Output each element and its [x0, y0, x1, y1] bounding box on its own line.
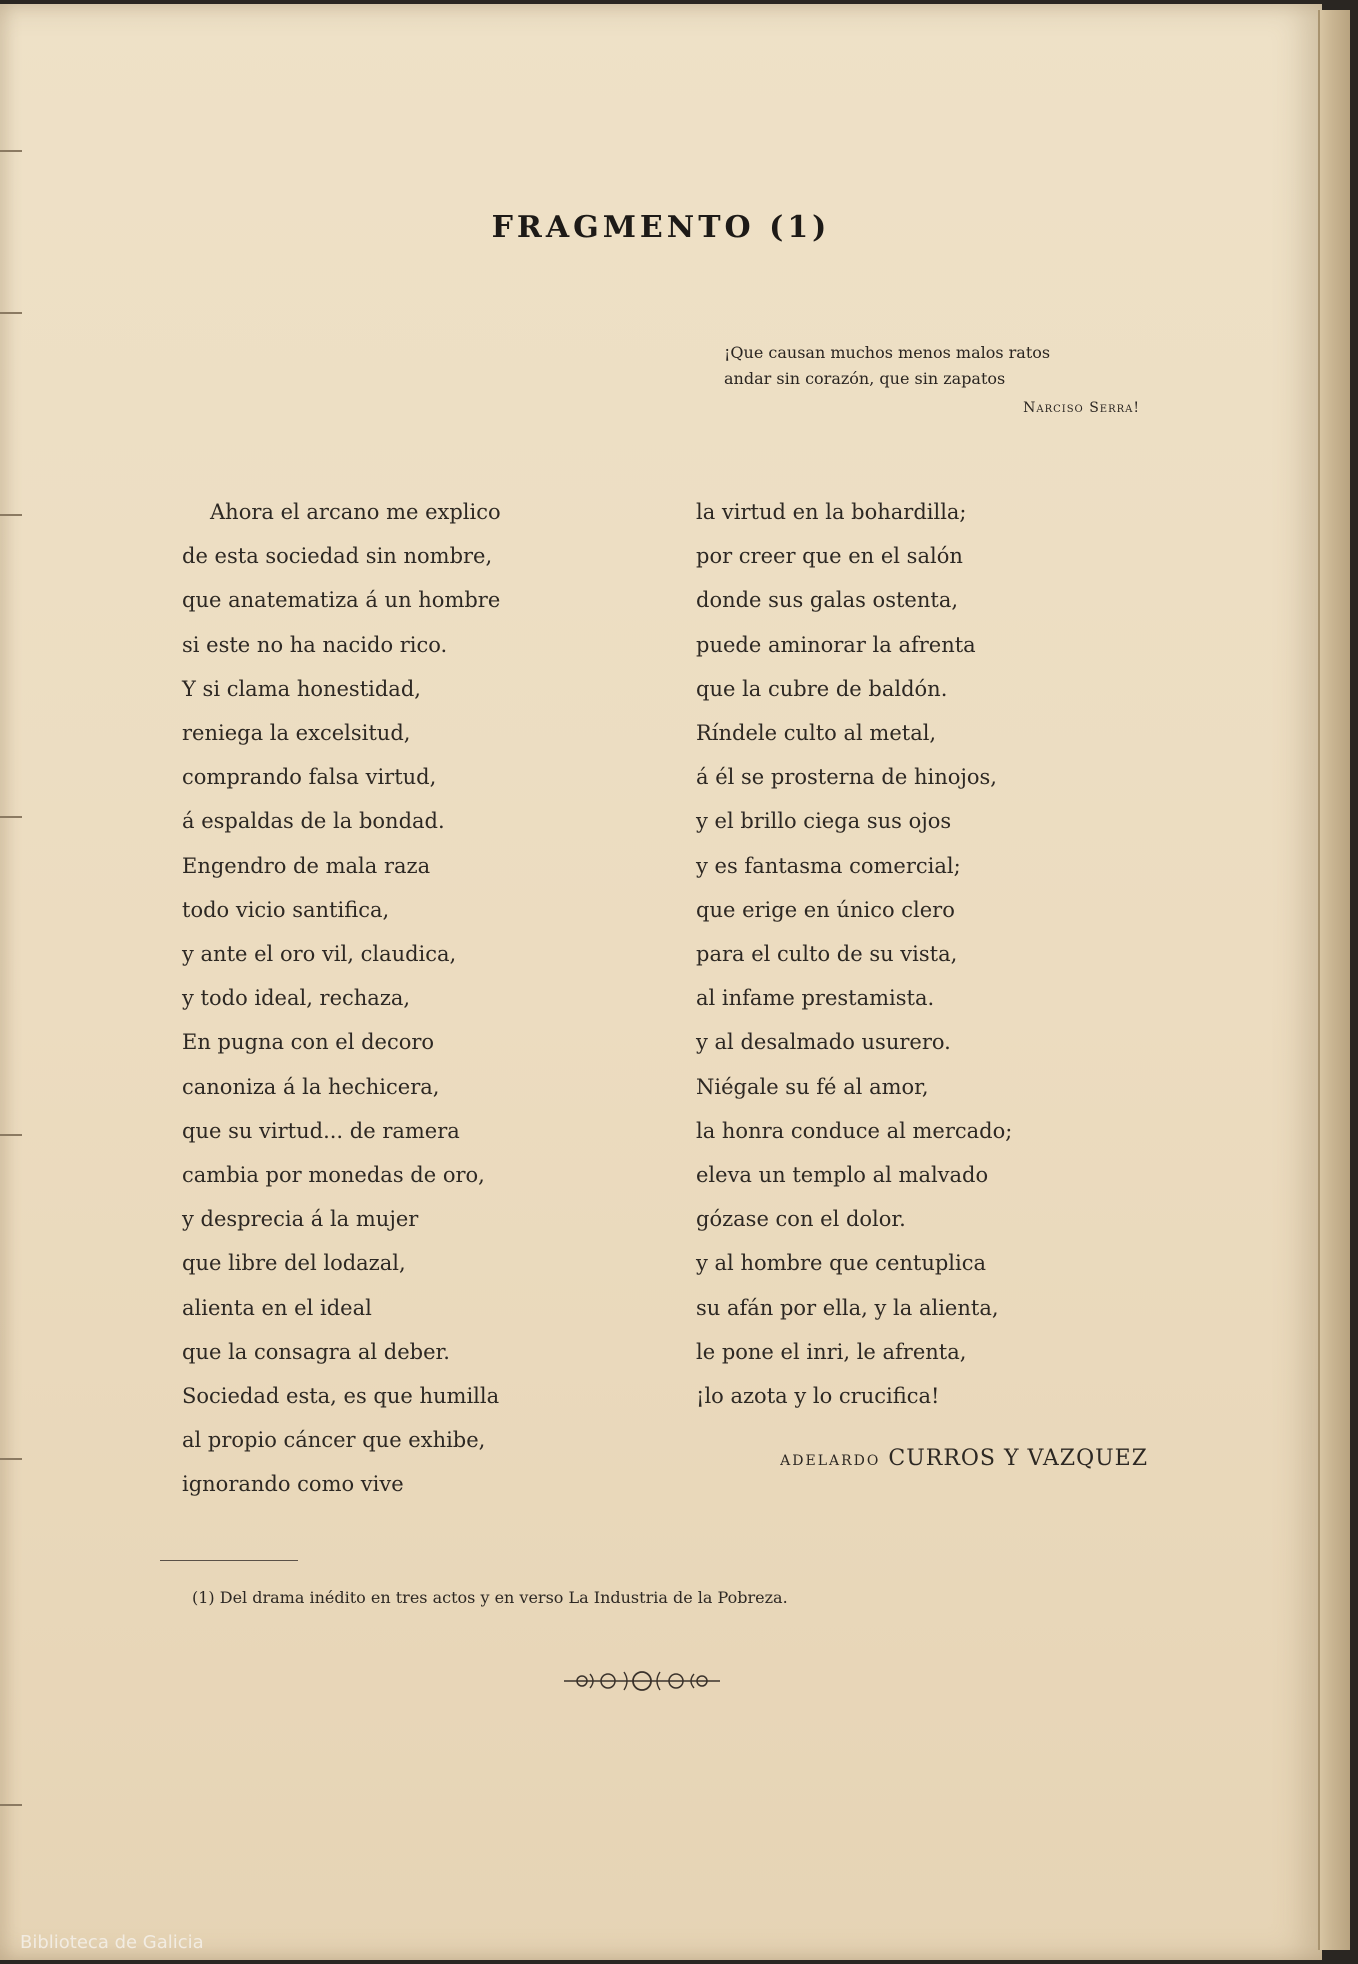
poem-line: reniega la excelsitud,: [182, 721, 411, 746]
binding-stitch: [0, 312, 22, 314]
poem-line: la honra conduce al mercado;: [696, 1118, 1013, 1143]
poem-line: su afán por ella, y la alienta,: [696, 1295, 999, 1320]
page-edge: [1318, 10, 1350, 1950]
poem-line: y desprecia á la mujer: [182, 1207, 419, 1232]
poem-line: Sociedad esta, es que humilla: [182, 1384, 500, 1409]
binding-stitch: [0, 150, 22, 152]
poem-line: todo vicio santifica,: [182, 897, 390, 922]
poem-line: que erige en único clero: [696, 897, 955, 922]
epigraph-line: andar sin corazón, que sin zapatos: [724, 369, 1006, 388]
footnote-rule: [160, 1560, 298, 1561]
poem-line: para el culto de su vista,: [696, 942, 958, 967]
poem-line: la virtud en la bohardilla;: [696, 500, 967, 524]
poem-line: Engendro de mala raza: [182, 853, 431, 878]
poem-line: Ahora el arcano me explico: [210, 500, 501, 524]
poem-line: Ríndele culto al metal,: [696, 721, 937, 746]
poem-line: que anatematiza á un hombre: [182, 588, 501, 613]
poem-line: que su virtud... de ramera: [182, 1118, 460, 1143]
binding-stitch: [0, 1134, 22, 1136]
poem-line: Y si clama honestidad,: [182, 676, 421, 701]
poem-line: cambia por monedas de oro,: [182, 1163, 485, 1188]
poem-line: de esta sociedad sin nombre,: [182, 544, 493, 569]
author-surname: CURROS Y VAZQUEZ: [888, 1446, 1148, 1471]
poem-line: y es fantasma comercial;: [696, 853, 961, 878]
author-signature: [700, 1446, 1148, 1471]
poem-line: ¡lo azota y lo crucifica!: [696, 1384, 940, 1409]
poem-line: le pone el inri, le afrenta,: [696, 1339, 967, 1364]
poem-line: que la cubre de baldón.: [696, 676, 948, 701]
poem-line: á espaldas de la bondad.: [182, 809, 445, 834]
binding-stitch: [0, 816, 22, 818]
epigraph-author: Narciso Serra!: [1023, 400, 1140, 416]
footnote: (1) Del drama inédito en tres actos y en verso La Industria de la Pobreza.: [192, 1588, 788, 1607]
poem-line: y todo ideal, rechaza,: [182, 986, 411, 1011]
poem-column-left: [182, 490, 602, 1507]
poem-line: alienta en el ideal: [182, 1295, 372, 1320]
poem-line: puede aminorar la afrenta: [696, 632, 976, 657]
poem-line: á él se prosterna de hinojos,: [696, 765, 997, 790]
epigraph: [724, 340, 1144, 392]
watermark-text: Biblioteca de Galicia: [20, 1932, 204, 1953]
author-first-name: ADELARDO: [780, 1453, 881, 1469]
poem-line: y el brillo ciega sus ojos: [696, 809, 952, 834]
poem-line: donde sus galas ostenta,: [696, 588, 959, 613]
poem-line: canoniza á la hechicera,: [182, 1074, 440, 1099]
poem-line: ignorando como vive: [182, 1472, 404, 1497]
poem-line: Niégale su fé al amor,: [696, 1074, 929, 1099]
binding-stitch: [0, 514, 22, 516]
poem-line: al propio cáncer que exhibe,: [182, 1428, 486, 1453]
poem-line: y al desalmado usurero.: [696, 1030, 951, 1055]
page-title: FRAGMENTO (1): [491, 210, 831, 245]
epigraph-line: ¡Que causan muchos menos malos ratos: [724, 343, 1051, 362]
poem-line: y ante el oro vil, claudica,: [182, 942, 457, 967]
poem-line: En pugna con el decoro: [182, 1030, 435, 1055]
poem-line: y al hombre que centuplica: [696, 1251, 987, 1276]
poem-line: si este no ha nacido rico.: [182, 632, 448, 657]
binding-stitch: [0, 1458, 22, 1460]
poem-column-right: [696, 490, 1116, 1418]
poem-line: eleva un templo al malvado: [696, 1163, 989, 1188]
poem-line: por creer que en el salón: [696, 544, 963, 569]
poem-line: al infame prestamista.: [696, 986, 935, 1011]
poem-line: que libre del lodazal,: [182, 1251, 406, 1276]
poem-line: comprando falsa virtud,: [182, 765, 437, 790]
floral-ornament-icon: [560, 1664, 724, 1698]
poem-line: gózase con el dolor.: [696, 1207, 906, 1232]
poem-line: que la consagra al deber.: [182, 1339, 450, 1364]
binding-stitch: [0, 1804, 22, 1806]
